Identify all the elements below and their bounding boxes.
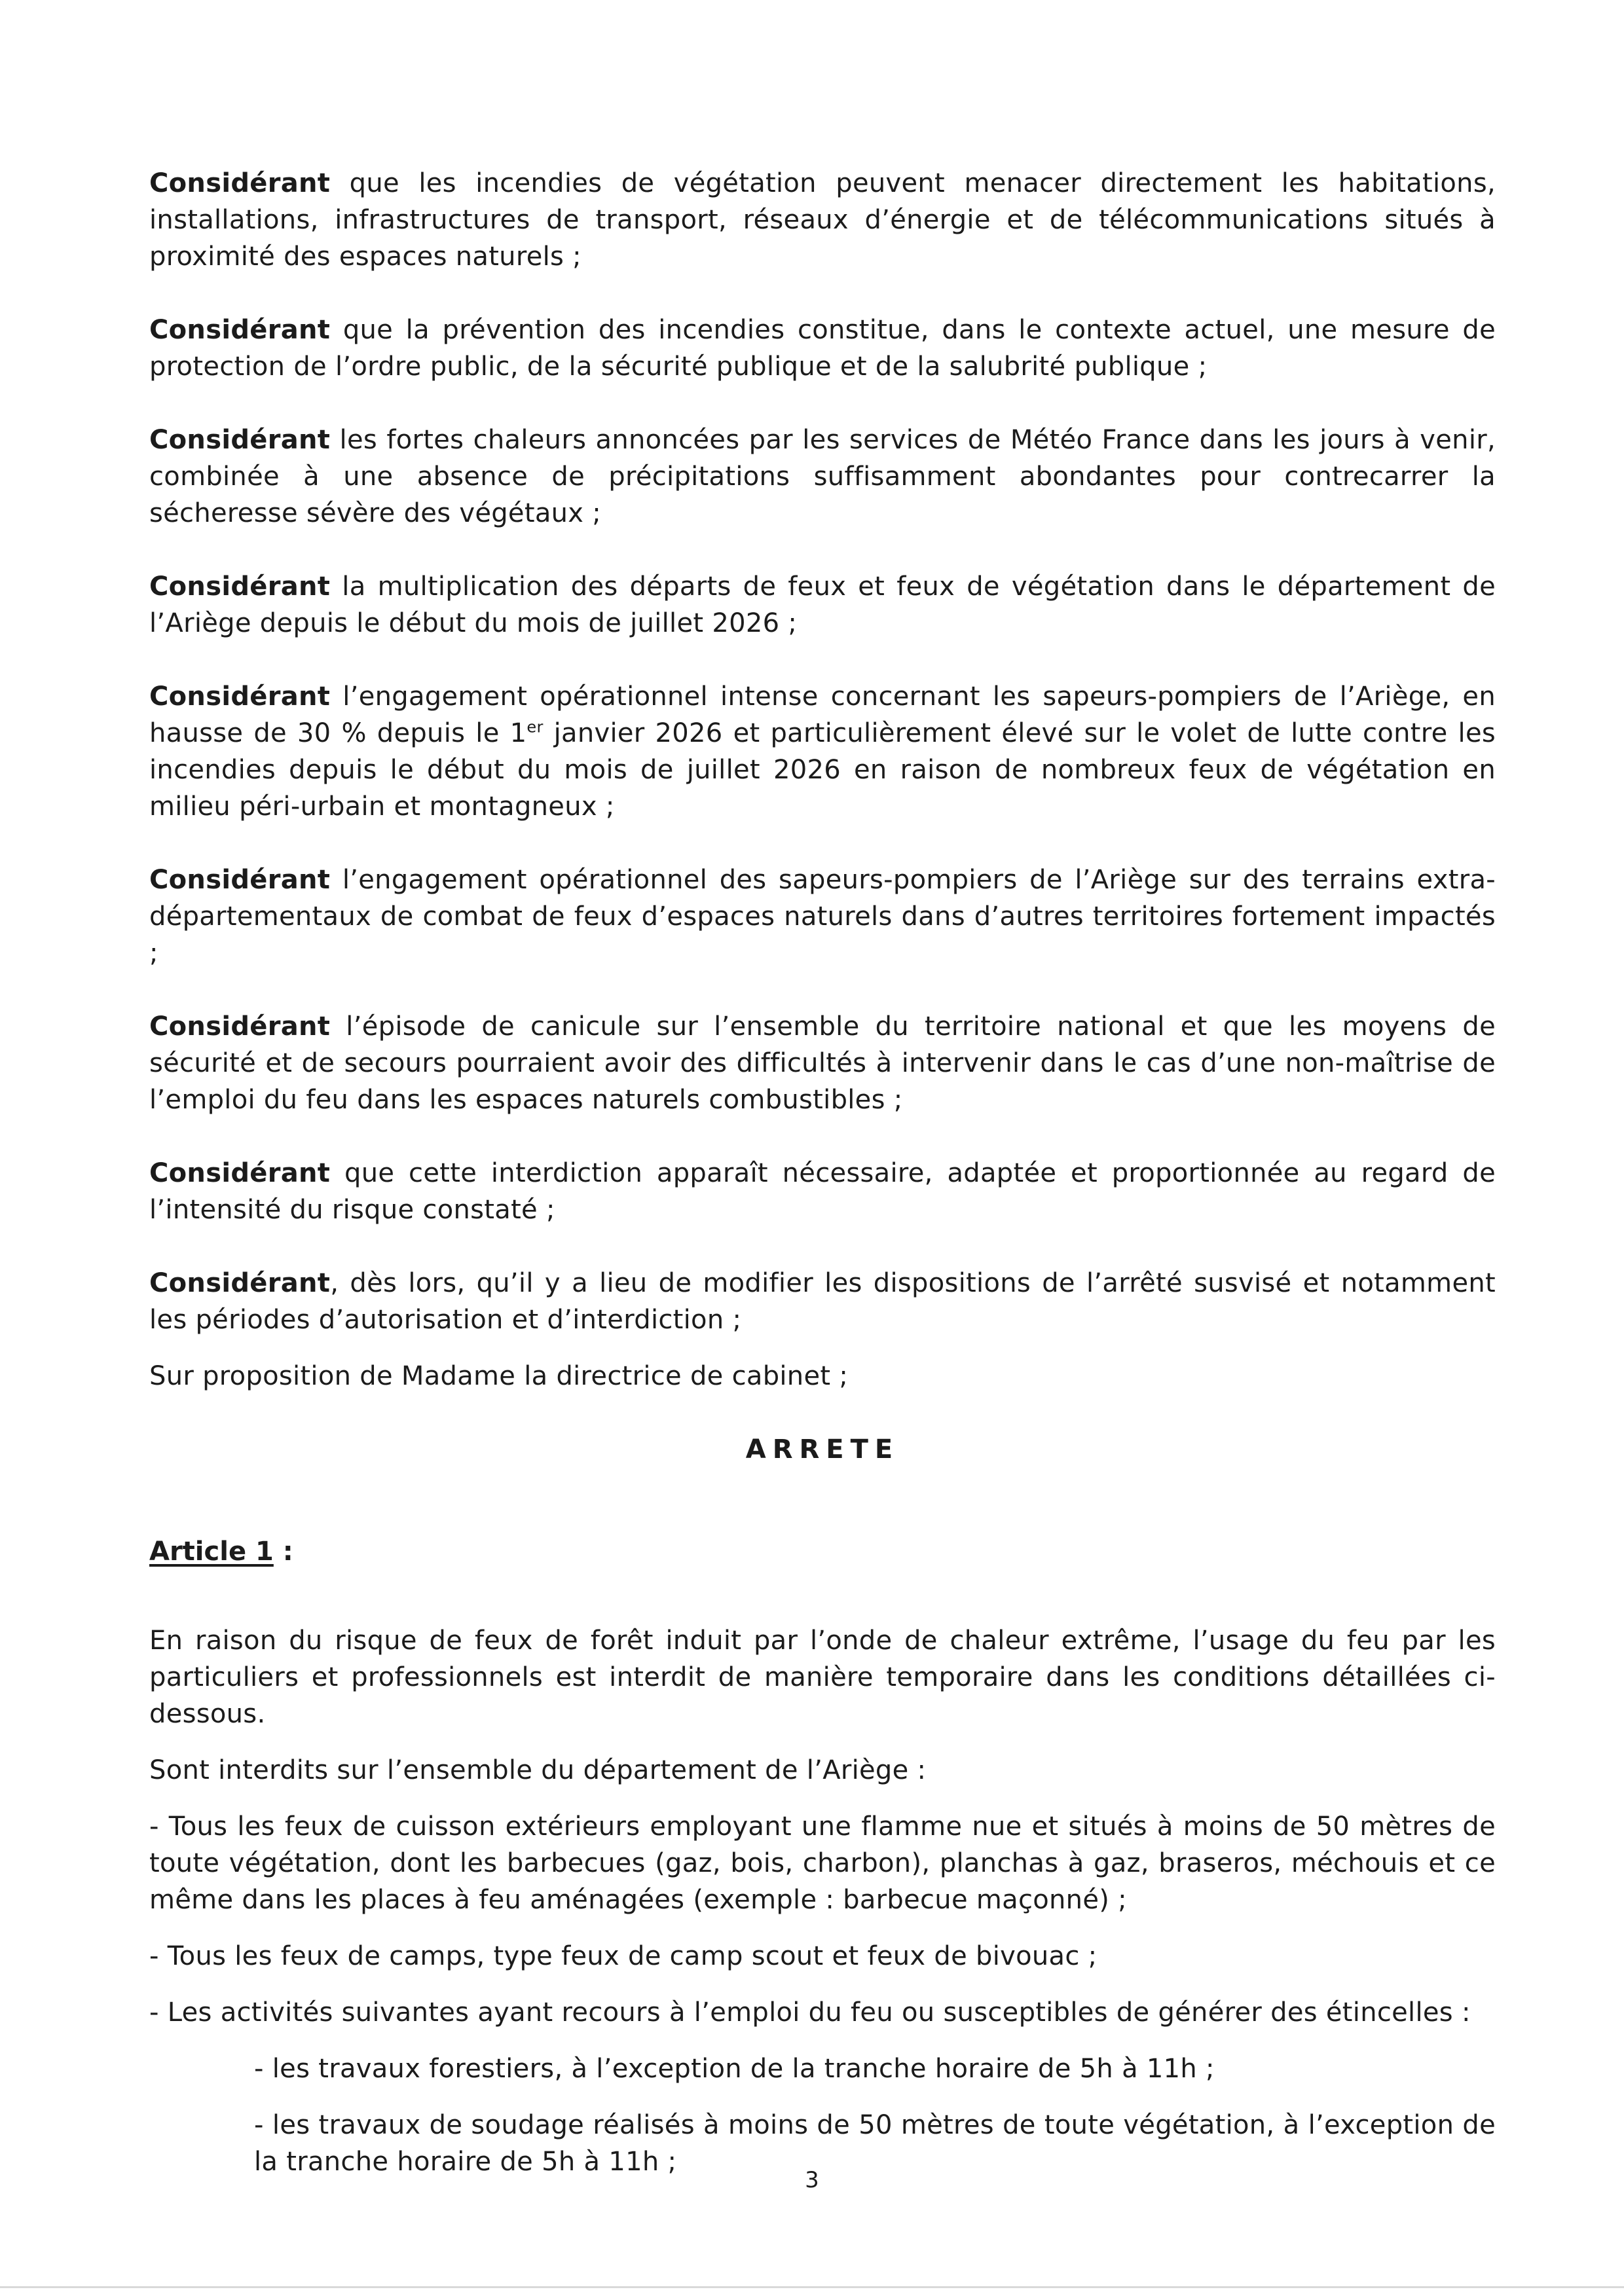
considerant-9 xyxy=(149,1265,1496,1338)
considerant-5 xyxy=(149,678,1496,825)
article-1-lead-in: Sont interdits sur l’ensemble du département de l’Ariège : xyxy=(149,1755,927,1785)
considerant-text: que cette interdiction apparaît nécessaire, adaptée et proportionnée au regard de l’intensité du risque constaté ; xyxy=(149,1158,1496,1225)
considerant-lead: Considérant xyxy=(149,1158,331,1188)
ordinal-superscript: er xyxy=(526,718,544,737)
prohibition-subitem: - les travaux de soudage réalisés à moins de 50 mètres de toute végétation, à l’exception de la tranche horaire de 5h à 11h ; xyxy=(254,2110,1496,2177)
considerant-lead: Considérant xyxy=(149,1268,331,1298)
considerant-6 xyxy=(149,862,1496,972)
considerant-3 xyxy=(149,422,1496,532)
prohibition-subitem: - les travaux forestiers, à l’exception de la tranche horaire de 5h à 11h ; xyxy=(254,2054,1215,2084)
considerant-lead: Considérant xyxy=(149,1011,331,1042)
considerant-lead: Considérant xyxy=(149,865,331,895)
considerant-lead: Considérant xyxy=(149,572,331,602)
article-1-title-suffix: : xyxy=(273,1537,293,1567)
page-bottom-edge xyxy=(0,2286,1624,2288)
article-1-heading xyxy=(149,1533,1496,1570)
arrete-heading: ARRETE xyxy=(745,1434,900,1465)
article-1-title: Article 1 xyxy=(149,1537,274,1567)
considerant-text-continued: janvier 2026 et particulièrement élevé sur le volet de lutte contre les incendies depuis le début du mois de juillet 2026 en raison de nombreux feux de végétation en milieu péri-urbain et montagneux ; xyxy=(149,718,1496,822)
considerant-lead: Considérant xyxy=(149,315,331,345)
considerant-text: les fortes chaleurs annoncées par les services de Météo France dans les jours à venir, combinée à une absence de précipitations suffisamment abondantes pour contrecarrer la sécheresse sévère des végétaux ; xyxy=(149,425,1496,528)
proposition-line: Sur proposition de Madame la directrice de cabinet ; xyxy=(149,1361,849,1391)
considerant-8 xyxy=(149,1155,1496,1228)
considerant-1 xyxy=(149,165,1496,275)
considerant-4 xyxy=(149,568,1496,642)
considerant-text: que la prévention des incendies constitue, dans le contexte actuel, une mesure de protection de l’ordre public, de la sécurité publique et de la salubrité publique ; xyxy=(149,315,1496,382)
considerant-2 xyxy=(149,312,1496,385)
prohibition-item: - Tous les feux de camps, type feux de camp scout et feux de bivouac ; xyxy=(149,1941,1098,1971)
page-number: 3 xyxy=(805,2167,819,2193)
prohibition-item: - Tous les feux de cuisson extérieurs employant une flamme nue et situés à moins de 50 mètres de toute végétation, dont les barbecues (gaz, bois, charbon), planchas à gaz, braseros, méchouis et ce même dans les places à feu aménagées (exemple : barbecue maçonné) ; xyxy=(149,1812,1496,1915)
considerant-7 xyxy=(149,1008,1496,1118)
prohibition-item: - Les activités suivantes ayant recours à l’emploi du feu ou susceptibles de générer des étincelles : xyxy=(149,1997,1471,2028)
considerant-lead: Considérant xyxy=(149,168,331,198)
considerant-text: l’engagement opérationnel des sapeurs-pompiers de l’Ariège sur des terrains extra-départementaux de combat de feux d’espaces naturels dans d’autres territoires fortement impactés ; xyxy=(149,865,1496,968)
considerant-text: la multiplication des départs de feux et feux de végétation dans le département de l’Ariège depuis le début du mois de juillet 2026 ; xyxy=(149,572,1496,638)
considerant-lead: Considérant xyxy=(149,682,331,712)
document-body xyxy=(149,165,1496,2200)
article-1-intro: En raison du risque de feux de forêt induit par l’onde de chaleur extrême, l’usage du feu par les particuliers et professionnels est interdit de manière temporaire dans les conditions détaillées ci-dessous. xyxy=(149,1626,1496,1729)
considerant-text: , dès lors, qu’il y a lieu de modifier les dispositions de l’arrêté susvisé et notamment les périodes d’autorisation et d’interdiction ; xyxy=(149,1268,1496,1335)
considerant-text: l’épisode de canicule sur l’ensemble du territoire national et que les moyens de sécurité et de secours pourraient avoir des difficultés à intervenir dans le cas d’une non-maîtrise de l’emploi du feu dans les espaces naturels combustibles ; xyxy=(149,1011,1496,1115)
considerant-text: l’engagement opérationnel intense concernant les sapeurs-pompiers de l’Ariège, en hausse de 30 % depuis le 1 xyxy=(149,682,1496,748)
considerant-text: que les incendies de végétation peuvent menacer directement les habitations, installations, infrastructures de transport, réseaux d’énergie et de télécommunications situés à proximité des espaces naturels ; xyxy=(149,168,1496,272)
considerant-lead: Considérant xyxy=(149,425,331,455)
